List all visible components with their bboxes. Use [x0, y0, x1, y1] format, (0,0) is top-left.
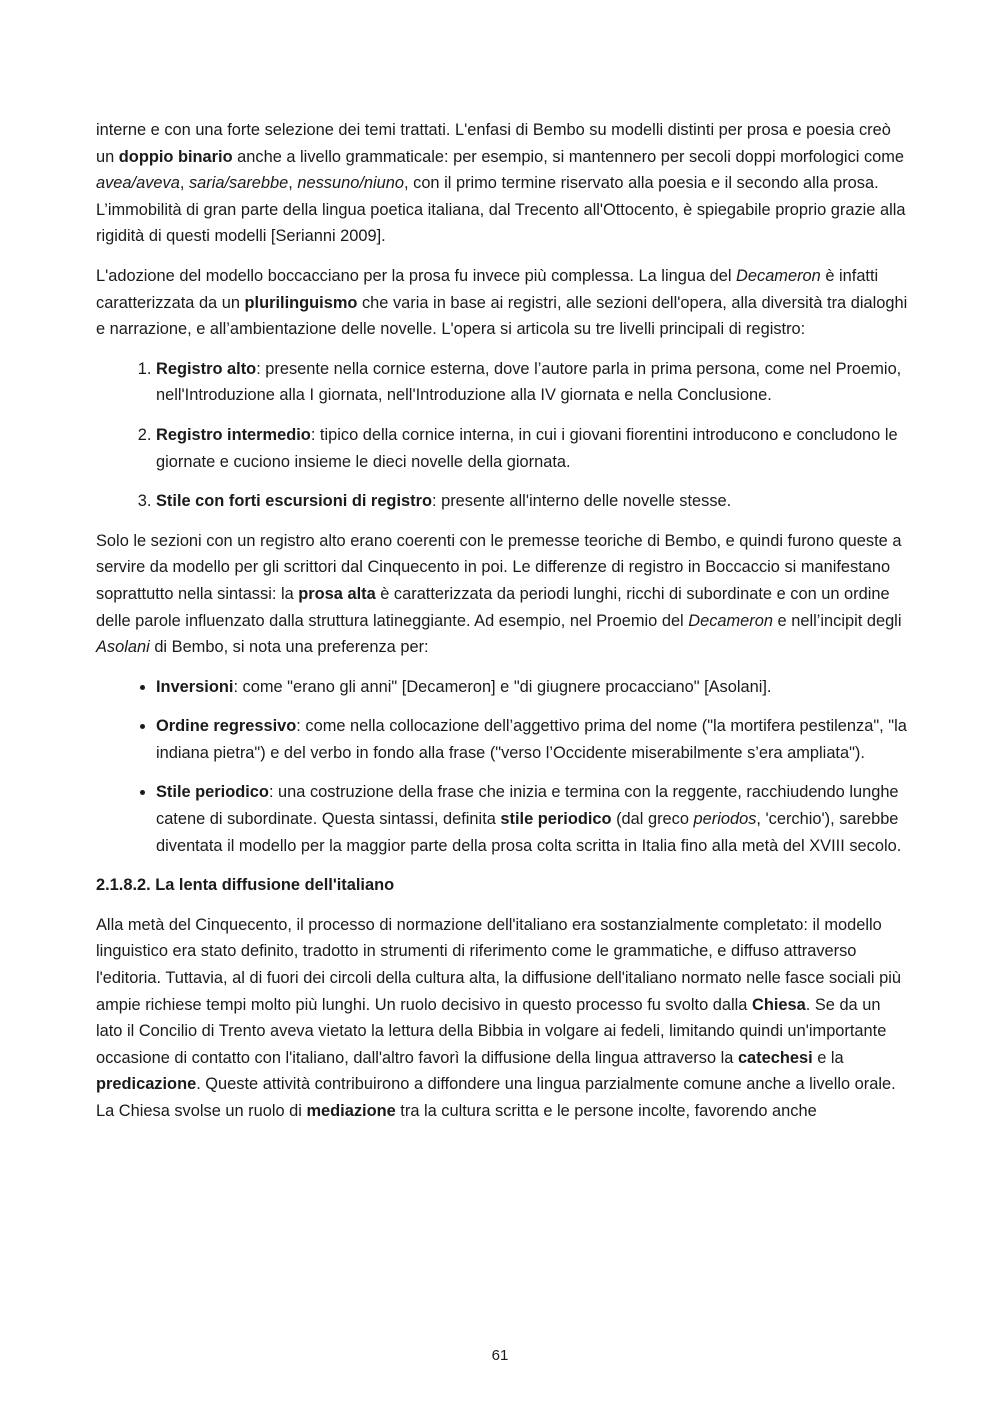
document-page	[96, 117, 908, 1125]
list-item: 1. Registro alto: presente nella cornice esterna, dove l’autore parla in prima persona, come nel Proemio, nell'Introduzione alla I giornata, nell'Introduzione alla IV giornata e nella Conclusione.	[156, 356, 908, 409]
paragraph-syntax: Solo le sezioni con un registro alto erano coerenti con le premesse teoriche di Bembo, e quindi furono queste a servire da modello per gli scrittori dal Cinquecento in poi. Le differenze di registro in Boccaccio si manifestano soprattutto nella sintassi: la prosa alta è caratterizzata da periodi lunghi, ricchi di subordinate e con un ordine delle parole influenzato dalla struttura latineggiante. Ad esempio, nel Proemio del Decameron e nell’incipit degli Asolani di Bembo, si nota una preferenza per:	[96, 531, 902, 657]
term-doppio-binario: doppio binario	[118, 147, 233, 166]
term-chiesa: Chiesa	[751, 995, 806, 1014]
term-prosa-alta: prosa alta	[298, 584, 376, 603]
section-heading: 2.1.8.2. La lenta diffusione dell'italiano	[96, 876, 395, 895]
term-plurilinguismo: plurilinguismo	[244, 293, 358, 312]
paragraph-diffusion: Alla metà del Cinquecento, il processo di normazione dell'italiano era sostanzialmente completato: il modello linguistico era stato definito, tradotto in strumenti di riferimento come le grammatiche, e diffuso attraverso l'editoria. Tuttavia, al di fuori dei circoli della cultura alta, la diffusione dell'italiano normato nelle fasce sociali più ampie richiese tempi molto più lunghi. Un ruolo decisivo in questo processo fu svolto dalla Chiesa. Se da un lato il Concilio di Trento aveva vietato la lettura della Bibbia in volgare ai fedeli, limitando quindi un'importante occasione di contatto con l'italiano, dall'altro favorì la diffusione della lingua attraverso la catechesi e la predicazione. Queste attività contribuirono a diffondere una lingua parzialmente comune anche a livello orale. La Chiesa svolse un ruolo di mediazione tra la cultura scritta e le persone incolte, favorendo anche	[96, 915, 901, 1120]
syntax-features-list	[96, 674, 908, 860]
term-mediazione: mediazione	[306, 1102, 396, 1120]
list-item: 3. Stile con forti escursioni di registro: presente all'interno delle novelle stesse.	[156, 488, 908, 515]
title-asolani: Asolani	[96, 638, 150, 657]
term-predicazione: predicazione	[96, 1075, 197, 1094]
title-decameron: Decameron	[688, 611, 773, 630]
term-avea-aveva: avea/aveva	[96, 174, 180, 193]
list-item: • Ordine regressivo: come nella collocazione dell’aggettivo prima del nome ("la mortifera pestilenza", "la indiana pietra") e del verbo in fondo alla frase ("verso l’Occidente miserabilmente s’era ampliata").	[156, 713, 908, 766]
paragraph-boccaccio-model: L'adozione del modello boccacciano per la prosa fu invece più complessa. La lingua del Decameron è infatti caratterizzata da un plurilinguismo che varia in base ai registri, alle sezioni dell'opera, alla diversità tra dialoghi e narrazione, e all’ambientazione delle novelle. L'opera si articola su tre livelli principali di registro:	[96, 266, 908, 339]
term-saria-sarebbe: saria/sarebbe	[188, 174, 289, 193]
list-item: 2. Registro intermedio: tipico della cornice interna, in cui i giovani fiorentini introducono e concludono le giornate e cuciono insieme le dieci novelle della giornata.	[156, 422, 908, 475]
registers-list	[96, 356, 908, 515]
term-catechesi: catechesi	[737, 1048, 813, 1067]
paragraph-bembo-models: interne e con una forte selezione dei temi trattati. L'enfasi di Bembo su modelli distinti per prosa e poesia creò un doppio binario anche a livello grammaticale: per esempio, si mantennero per secoli doppi morfologici come avea/aveva, saria/sarebbe, nessuno/niuno, con il primo termine riservato alla poesia e il secondo alla prosa. L’immobilità di gran parte della lingua poetica italiana, dal Trecento all'Ottocento, è spiegabile proprio grazie alla rigidità di questi modelli [Serianni 2009].	[96, 121, 906, 246]
page-number: 61	[491, 1347, 509, 1364]
list-item: • Stile periodico: una costruzione della frase che inizia e termina con la reggente, racchiudendo lunghe catene di subordinate. Questa sintassi, definita stile periodico (dal greco periodos, 'cerchio'), sarebbe diventata il modello per la maggior parte della prosa colta scritta in Italia fino alla metà del XVIII secolo.	[156, 779, 908, 859]
list-item: • Inversioni: come "erano gli anni" [Decameron] e "di giugnere procacciano" [Asolani].	[156, 674, 908, 701]
term-nessuno-niuno: nessuno/niuno	[297, 174, 405, 193]
title-decameron: Decameron	[736, 266, 821, 285]
